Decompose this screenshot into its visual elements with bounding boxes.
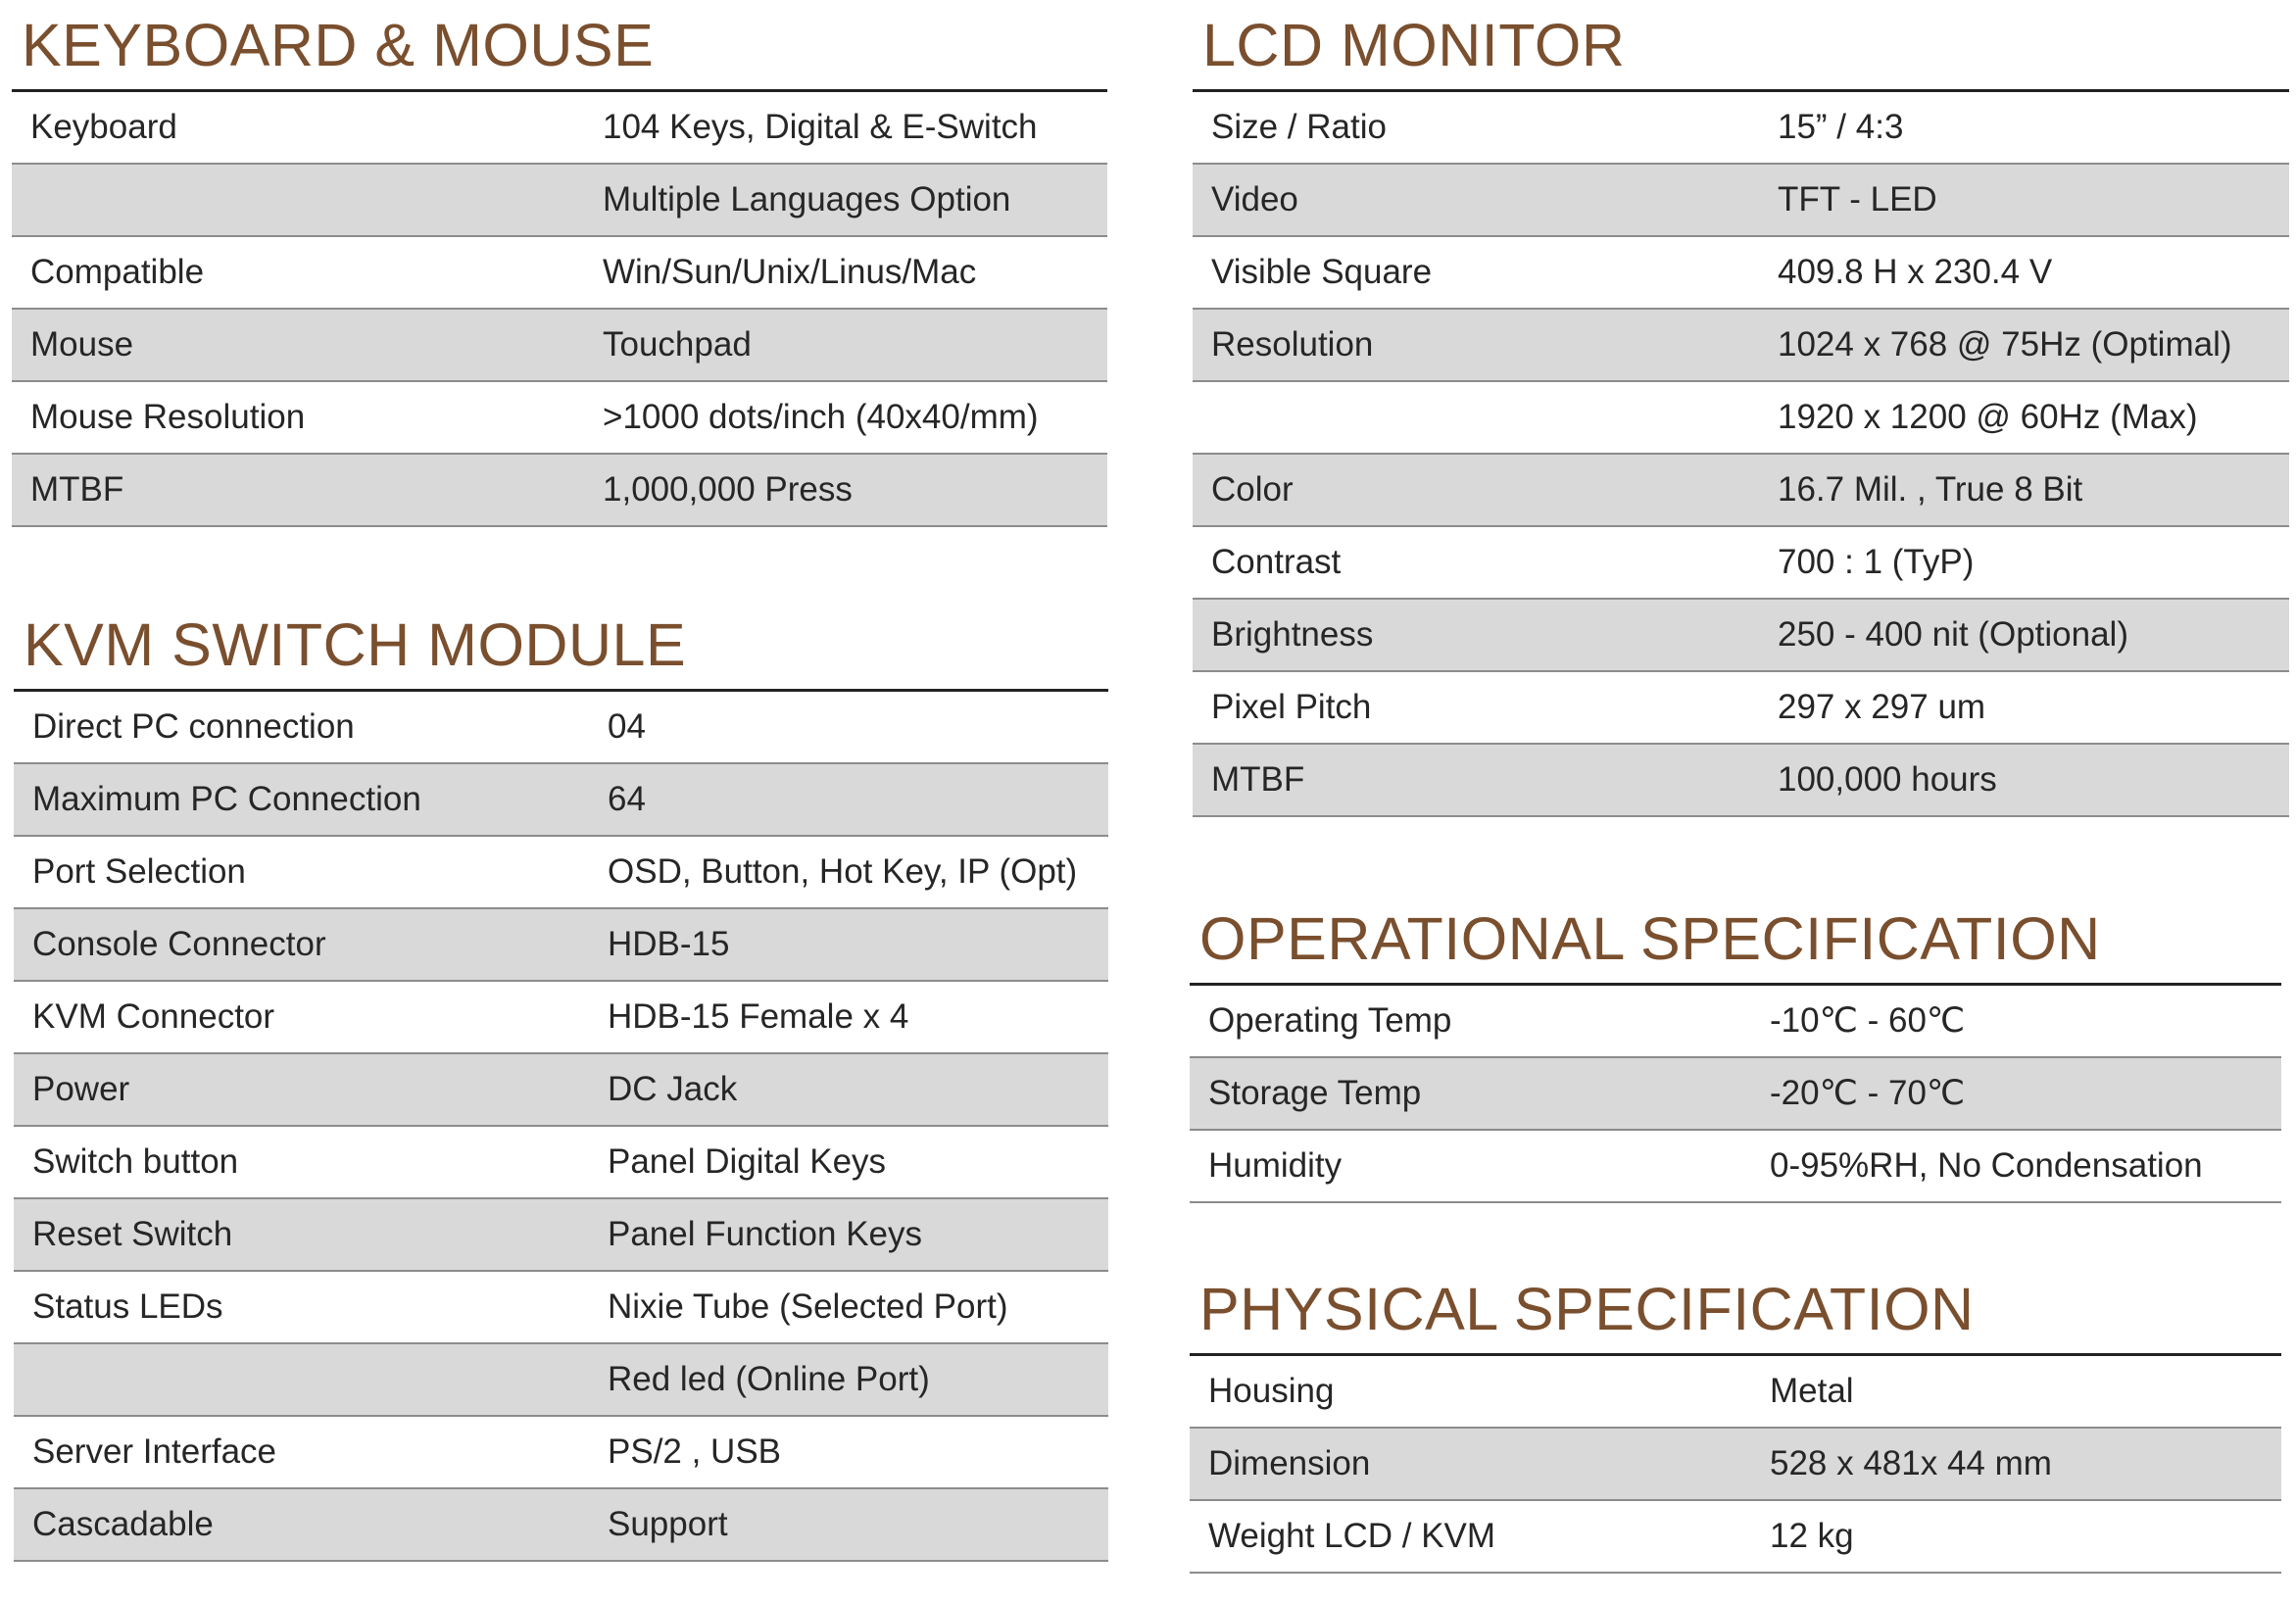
table-row	[1193, 455, 2289, 527]
table-row	[1190, 986, 2281, 1058]
spec-label: Keyboard	[30, 108, 177, 146]
section-title: LCD MONITOR	[1202, 12, 1626, 78]
spec-label: Maximum PC Connection	[32, 780, 421, 818]
spec-value: Touchpad	[603, 325, 752, 364]
spec-value: Metal	[1770, 1372, 1854, 1410]
spec-value: 104 Keys, Digital & E-Switch	[603, 108, 1038, 146]
spec-value: 250 - 400 nit (Optional)	[1778, 615, 2128, 654]
spec-label: Cascadable	[32, 1505, 214, 1543]
section-title: KEYBOARD & MOUSE	[22, 12, 655, 78]
table-row	[1193, 92, 2289, 165]
table-row	[12, 382, 1107, 455]
spec-value: -20℃ - 70℃	[1770, 1074, 1966, 1112]
table-row	[14, 982, 1108, 1054]
spec-value: 100,000 hours	[1778, 760, 1997, 799]
table-row	[12, 455, 1107, 527]
section-title: OPERATIONAL SPECIFICATION	[1199, 905, 2101, 972]
table-row	[12, 165, 1107, 237]
spec-value: >1000 dots/inch (40x40/mm)	[603, 398, 1039, 436]
spec-label: Video	[1211, 180, 1298, 218]
spec-value: 409.8 H x 230.4 V	[1778, 253, 2053, 291]
spec-table	[1190, 986, 2281, 1203]
spec-value: Red led (Online Port)	[608, 1360, 930, 1398]
table-row	[14, 1417, 1108, 1489]
spec-value: Multiple Languages Option	[603, 180, 1011, 218]
table-row	[14, 1272, 1108, 1344]
spec-label: Port Selection	[32, 852, 246, 891]
table-row	[1190, 1501, 2281, 1574]
spec-value: 1024 x 768 @ 75Hz (Optimal)	[1778, 325, 2232, 364]
table-row	[1193, 310, 2289, 382]
spec-label: Dimension	[1208, 1444, 1371, 1482]
table-row	[1193, 745, 2289, 817]
table-row	[14, 1127, 1108, 1199]
spec-value: Nixie Tube (Selected Port)	[608, 1287, 1008, 1326]
spec-label: Weight LCD / KVM	[1208, 1517, 1496, 1555]
spec-label: Mouse	[30, 325, 134, 364]
spec-label: Visible Square	[1211, 253, 1433, 291]
spec-label: Operating Temp	[1208, 1001, 1452, 1040]
spec-label: Server Interface	[32, 1432, 276, 1471]
spec-value: 1,000,000 Press	[603, 470, 853, 509]
table-row	[1193, 527, 2289, 600]
table-row	[14, 1054, 1108, 1127]
spec-value: 16.7 Mil. , True 8 Bit	[1778, 470, 2083, 509]
table-row	[1193, 600, 2289, 672]
table-row	[1190, 1356, 2281, 1429]
table-row	[14, 837, 1108, 909]
spec-label: Status LEDs	[32, 1287, 223, 1326]
spec-label: Resolution	[1211, 325, 1374, 364]
table-row	[14, 909, 1108, 982]
spec-label: Switch button	[32, 1142, 239, 1181]
spec-label: Pixel Pitch	[1211, 688, 1372, 726]
spec-value: DC Jack	[608, 1070, 738, 1108]
spec-value: 0-95%RH, No Condensation	[1770, 1146, 2203, 1185]
spec-value: -10℃ - 60℃	[1770, 1001, 1966, 1040]
spec-label: Mouse Resolution	[30, 398, 306, 436]
table-row	[14, 692, 1108, 764]
spec-label: MTBF	[30, 470, 124, 509]
table-row	[12, 237, 1107, 310]
spec-value: Panel Function Keys	[608, 1215, 923, 1253]
spec-label: Contrast	[1211, 543, 1342, 581]
spec-value: TFT - LED	[1778, 180, 1937, 218]
spec-label: Direct PC connection	[32, 707, 355, 746]
spec-label: Brightness	[1211, 615, 1374, 654]
table-row	[14, 1344, 1108, 1417]
spec-value: 700 : 1 (TyP)	[1778, 543, 1975, 581]
table-row	[14, 764, 1108, 837]
spec-table	[1190, 1356, 2281, 1574]
spec-label: Reset Switch	[32, 1215, 233, 1253]
spec-label: Size / Ratio	[1211, 108, 1387, 146]
table-row	[14, 1199, 1108, 1272]
spec-table	[12, 92, 1107, 527]
spec-value: OSD, Button, Hot Key, IP (Opt)	[608, 852, 1078, 891]
table-row	[1193, 672, 2289, 745]
spec-value: 1920 x 1200 @ 60Hz (Max)	[1778, 398, 2198, 436]
table-row	[14, 1489, 1108, 1562]
spec-label: Compatible	[30, 253, 205, 291]
spec-table	[14, 692, 1108, 1562]
table-row	[12, 92, 1107, 165]
spec-value: 12 kg	[1770, 1517, 1854, 1555]
spec-value: 04	[608, 707, 646, 746]
spec-value: 64	[608, 780, 646, 818]
table-row	[1193, 237, 2289, 310]
table-row	[1190, 1058, 2281, 1131]
spec-value: PS/2 , USB	[608, 1432, 782, 1471]
spec-table	[1193, 92, 2289, 817]
spec-value: Support	[608, 1505, 728, 1543]
table-row	[1190, 1429, 2281, 1501]
spec-value: 528 x 481x 44 mm	[1770, 1444, 2052, 1482]
spec-value: 297 x 297 um	[1778, 688, 1986, 726]
spec-value: Win/Sun/Unix/Linus/Mac	[603, 253, 977, 291]
spec-label: Housing	[1208, 1372, 1335, 1410]
spec-label: Power	[32, 1070, 130, 1108]
spec-label: Console Connector	[32, 925, 326, 963]
spec-label: Storage Temp	[1208, 1074, 1422, 1112]
spec-value: HDB-15 Female x 4	[608, 997, 909, 1036]
spec-value: Panel Digital Keys	[608, 1142, 887, 1181]
spec-value: 15” / 4:3	[1778, 108, 1904, 146]
table-row	[1193, 165, 2289, 237]
spec-value: HDB-15	[608, 925, 730, 963]
table-row	[1193, 382, 2289, 455]
spec-label: Color	[1211, 470, 1294, 509]
table-row	[1190, 1131, 2281, 1203]
spec-label: MTBF	[1211, 760, 1305, 799]
spec-label: Humidity	[1208, 1146, 1343, 1185]
section-title: KVM SWITCH MODULE	[24, 611, 687, 678]
table-row	[12, 310, 1107, 382]
section-title: PHYSICAL SPECIFICATION	[1199, 1276, 1975, 1342]
spec-label: KVM Connector	[32, 997, 275, 1036]
